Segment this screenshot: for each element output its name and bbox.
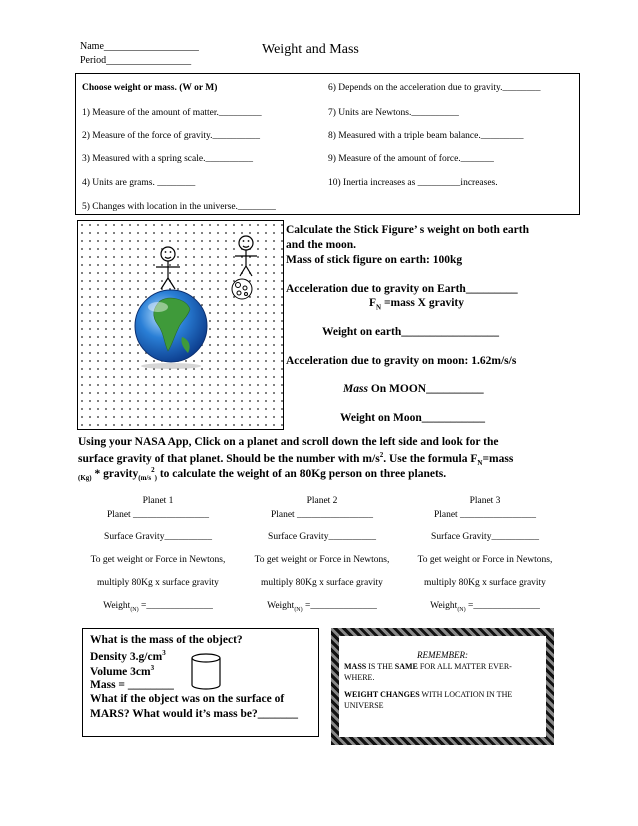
mars-question-line1: What if the object was on the surface of [90,693,285,705]
earth-gravity-blank[interactable]: Acceleration due to gravity on Earth_________ [286,283,518,295]
moon-gravity-info: Acceleration due to gravity on moon: 1.62m/s/s [286,355,517,367]
question-8[interactable]: 8) Measured with a triple beam balance._________ [328,131,524,141]
question-3[interactable]: 3) Measured with a spring scale.__________ [82,154,253,164]
planet-2-title: Planet 2 [306,496,338,506]
name-field-line[interactable]: Name___________________ [80,41,199,52]
planet-2-weight-blank[interactable]: Weight$_{(N)}$ =______________ [267,601,377,613]
globe-stick-figures-svg [78,221,283,429]
remember-mass-line1: MASS IS THE SAME FOR ALL MATTER EVER- [344,662,512,671]
question-1[interactable]: 1) Measure of the amount of matter._________ [82,108,262,118]
stick-figure-illustration [77,220,284,430]
mars-question-line2[interactable]: MARS? What would it’s mass be?_______ [90,708,298,720]
remember-weight-line1: WEIGHT CHANGES WITH LOCATION IN THE [344,690,513,699]
volume-info: Volume $3cm^3$ [90,664,155,678]
cylinder-icon [190,653,222,691]
planet-2-gravity-blank[interactable]: Surface Gravity__________ [268,532,376,542]
planet-3-instruction2: multiply 80Kg x surface gravity [424,578,546,588]
planet-1-title: Planet 1 [142,496,174,506]
weight-on-moon-blank[interactable]: Weight on Moon___________ [340,412,486,424]
stick-mass-info: Mass of stick figure on earth: 100kg [286,254,463,266]
question-9[interactable]: 9) Measure of the amount of force._______ [328,154,494,164]
stick-figure-moon [235,236,257,276]
page-title: Weight and Mass [262,42,359,57]
planet-2-name-blank[interactable]: Planet ________________ [270,510,374,520]
remember-weight-line2: UNIVERSE [344,701,384,710]
planet-1-instruction2: multiply 80Kg x surface gravity [97,578,219,588]
planet-1-name-blank[interactable]: Planet ________________ [106,510,210,520]
nasa-instruction-line2: surface gravity of that planet. Should be the number with $m/s^2$. Use the formula $F_N=mass$ [78,451,514,468]
planet-1-gravity-blank[interactable]: Surface Gravity__________ [104,532,212,542]
planet-2-instruction1: To get weight or Force in Newtons, [254,555,390,565]
remember-content [339,636,546,737]
planet-3-gravity-blank[interactable]: Surface Gravity__________ [431,532,539,542]
weight-formula: $F_N$ =mass X gravity [369,297,464,312]
stick-instruction-line1: Calculate the Stick Figure’ s weight on both earth [286,224,529,236]
earth-globe-icon [135,290,207,369]
matching-instruction: Choose weight or mass. (W or M) [82,83,218,93]
mass-answer-blank[interactable]: Mass = ________ [90,679,174,691]
question-7[interactable]: 7) Units are Newtons.__________ [328,108,459,118]
planet-3-title: Planet 3 [469,496,501,506]
density-info: Density $3.g/cm^3$ [90,649,166,663]
mass-on-moon-blank[interactable]: Mass On MOON__________ [343,383,484,395]
planet-2-instruction2: multiply 80Kg x surface gravity [261,578,383,588]
stick-figure-earth [156,247,180,289]
question-2[interactable]: 2) Measure of the force of gravity.__________ [82,131,260,141]
nasa-instruction-line3: $_{(Kg)}$ * gravity$_{(m/s}^2_)$ to calculate the weight of an 80Kg person on three planets. [78,466,447,483]
matching-questions-box [75,73,580,215]
remember-mass-line2: WHERE. [344,673,375,682]
question-4[interactable]: 4) Units are grams. ________ [82,178,196,188]
planet-3-weight-blank[interactable]: Weight$_{(N)}$ =______________ [430,601,540,613]
question-6[interactable]: 6) Depends on the acceleration due to gravity.________ [328,83,541,93]
remember-title: REMEMBER: [417,650,468,660]
period-field-line[interactable]: Period_________________ [80,55,192,66]
planet-1-weight-blank[interactable]: Weight$_{(N)}$ =______________ [103,601,213,613]
mass-question: What is the mass of the object? [90,634,243,646]
planet-3-instruction1: To get weight or Force in Newtons, [417,555,553,565]
weight-on-earth-blank[interactable]: Weight on earth_________________ [322,326,499,338]
question-5[interactable]: 5) Changes with location in the universe.________ [82,202,276,212]
planet-1-instruction1: To get weight or Force in Newtons, [90,555,226,565]
mass-question-box [82,628,319,737]
remember-box [331,628,554,745]
stick-instruction-line2: and the moon. [286,239,356,251]
moon-icon [232,279,252,299]
question-10[interactable]: 10) Inertia increases as _________increases. [328,178,498,188]
nasa-instruction-line1: Using your NASA App, Click on a planet and scroll down the left side and look for the [78,436,499,448]
planet-3-name-blank[interactable]: Planet ________________ [433,510,537,520]
